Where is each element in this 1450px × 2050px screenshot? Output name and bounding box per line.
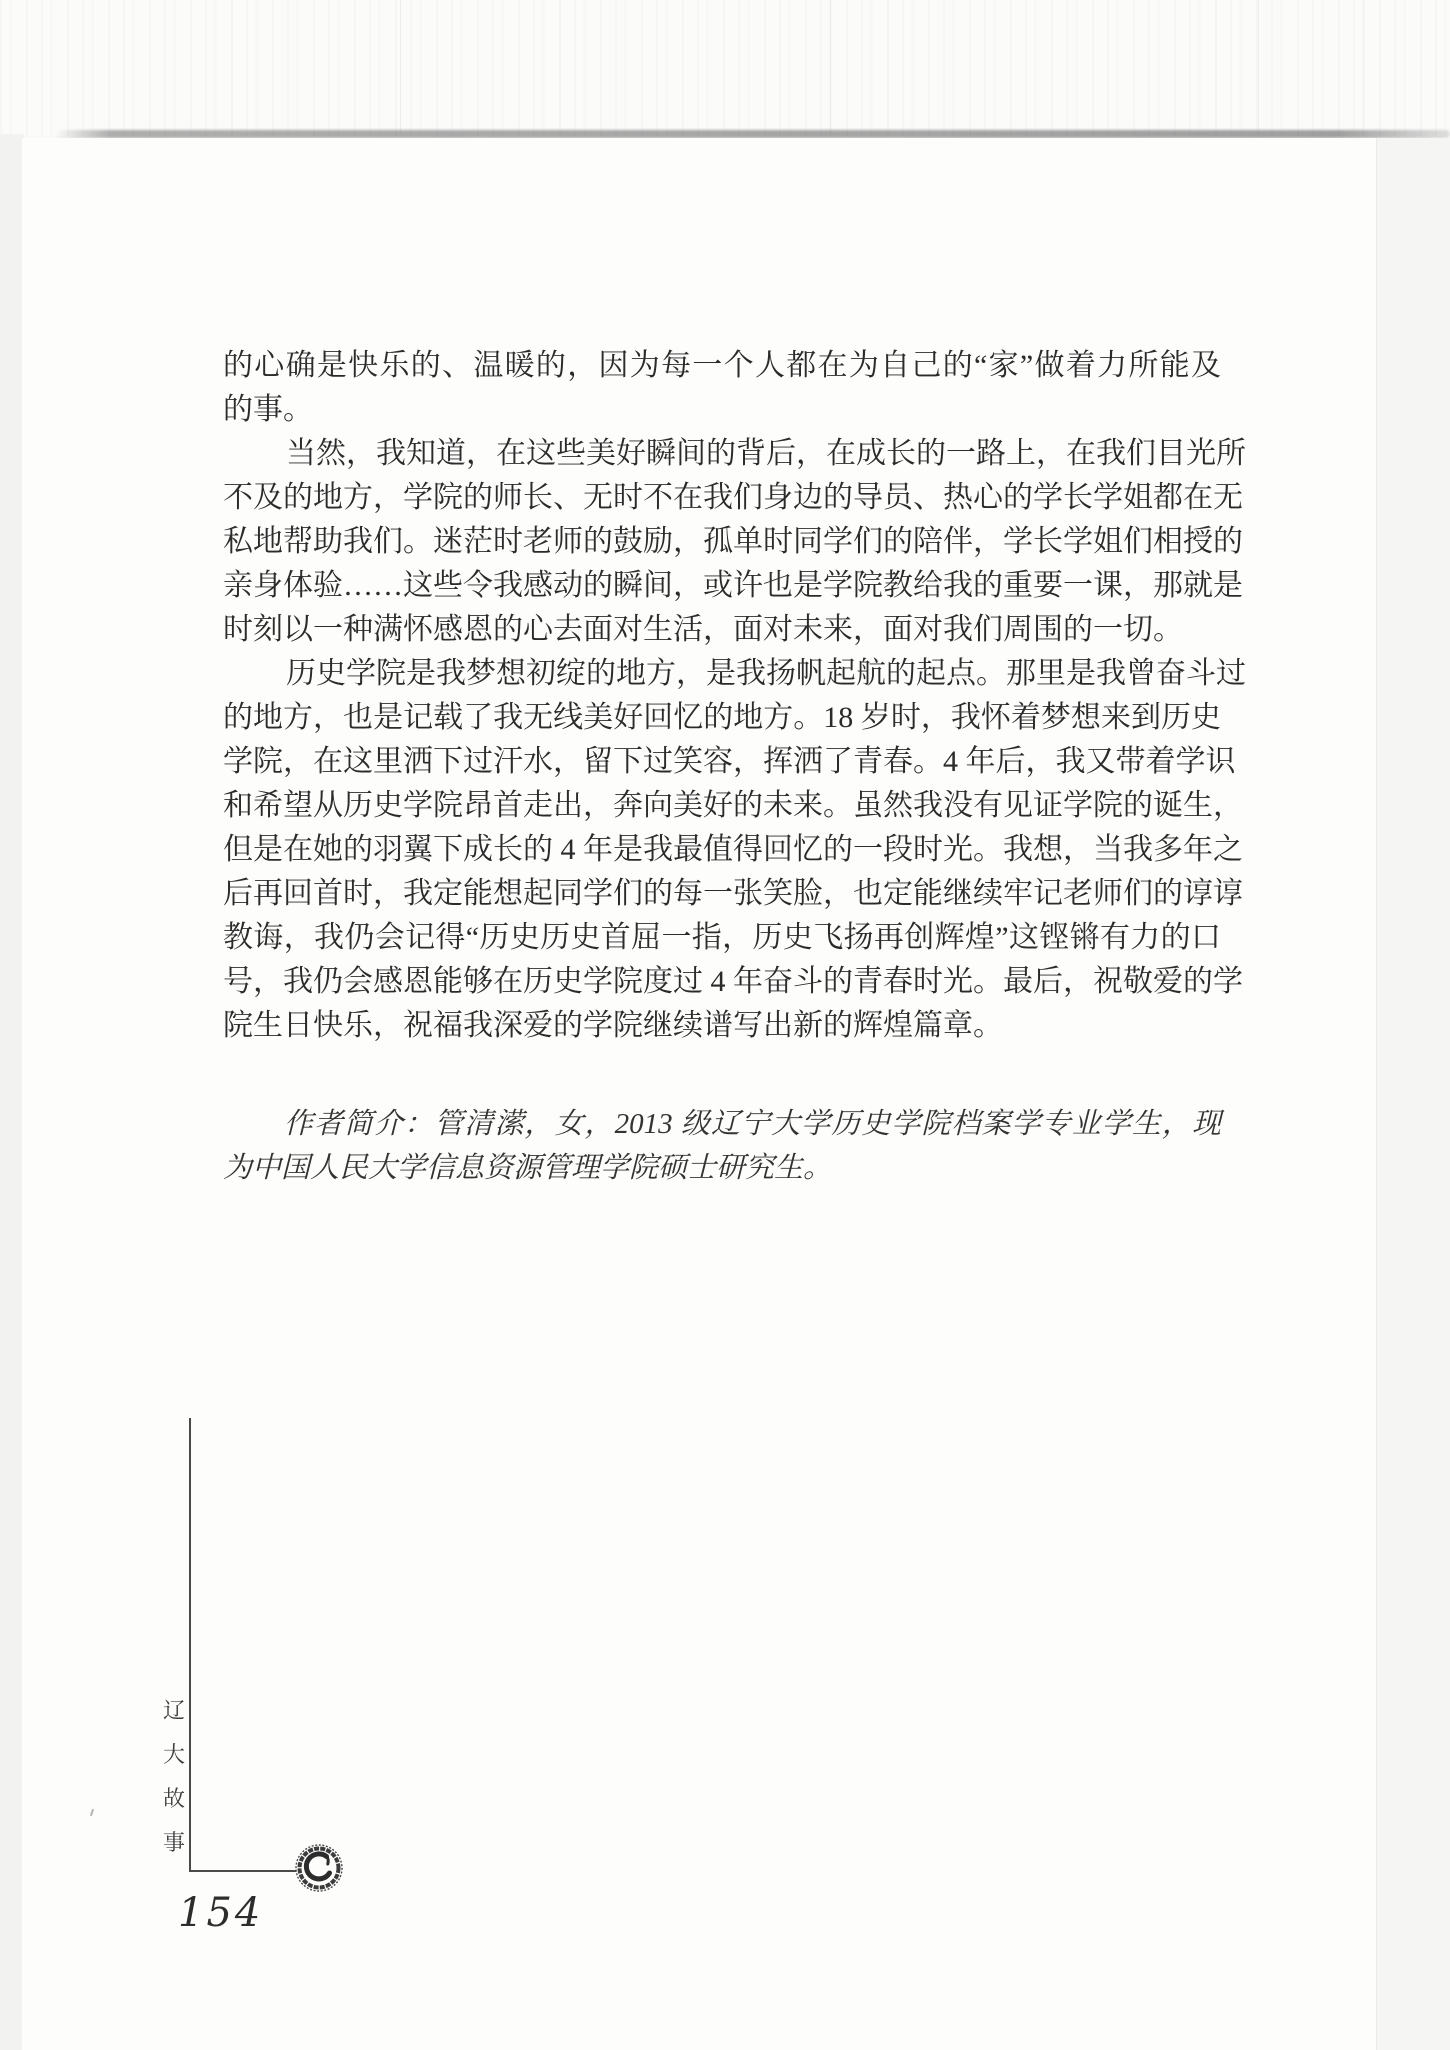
scan-hairline	[830, 0, 831, 134]
text-line: 的心确是快乐的、温暖的，因为每一个人都在为自己的“家”做着力所能及	[223, 349, 1221, 382]
text-line: 和希望从历史学院昂首走出，奔向美好的未来。虽然我没有见证学院的诞生，	[223, 789, 1243, 822]
text-line: 当然，我知道，在这些美好瞬间的背后，在成长的一路上，在我们目光所	[286, 437, 1246, 470]
page-number: 154	[178, 1890, 264, 1936]
circular-seal-icon	[293, 1842, 345, 1894]
text-line: 亲身体验……这些令我感动的瞬间，或许也是学院教给我的重要一课，那就是	[223, 569, 1243, 602]
scan-speck	[90, 1809, 94, 1816]
page-surface	[22, 138, 1376, 2050]
scan-right-margin	[1376, 138, 1450, 2050]
text-line: 后再回首时，我定能想起同学们的每一张笑脸，也定能继续牢记老师们的谆谆	[223, 877, 1243, 910]
scan-streaks-band	[0, 0, 1450, 136]
sidebar-title-char: 大	[162, 1742, 185, 1767]
text-line: 的事。	[223, 393, 313, 426]
text-line: 的地方，也是记载了我无线美好回忆的地方。18 岁时，我怀着梦想来到历史	[223, 701, 1221, 734]
text-line: 时刻以一种满怀感恩的心去面对生活，面对未来，面对我们周围的一切。	[223, 613, 1183, 646]
text-line: 作者简介：管清潆，女，2013 级辽宁大学历史学院档案学专业学生，现	[283, 1108, 1221, 1140]
sidebar-title-char: 故	[162, 1786, 185, 1811]
text-line: 但是在她的羽翼下成长的 4 年是我最值得回忆的一段时光。我想，当我多年之	[223, 833, 1243, 866]
author-bio	[223, 1102, 1221, 1190]
scan-hairline	[400, 0, 401, 134]
text-line: 历史学院是我梦想初绽的地方，是我扬帆起航的起点。那里是我曾奋斗过	[286, 657, 1246, 690]
text-line: 不及的地方，学院的师长、无时不在我们身边的导员、热心的学长学姐都在无	[223, 481, 1243, 514]
text-line: 学院，在这里洒下过汗水，留下过笑容，挥洒了青春。4 年后，我又带着学识	[223, 745, 1236, 778]
text-line: 院生日快乐，祝福我深爱的学院继续谱写出新的辉煌篇章。	[223, 1009, 1003, 1042]
body-text	[223, 344, 1246, 1048]
sidebar-title-char: 辽	[162, 1698, 185, 1723]
text-line: 教诲，我仍会记得“历史历史首屈一指，历史飞扬再创辉煌”这铿锵有力的口	[223, 921, 1221, 954]
text-line: 为中国人民大学信息资源管理学院硕士研究生。	[223, 1152, 833, 1184]
text-line: 私地帮助我们。迷茫时老师的鼓励，孤单时同学们的陪伴，学长学姐们相授的	[223, 525, 1243, 558]
text-line: 号，我仍会感恩能够在历史学院度过 4 年奋斗的青春时光。最后，祝敬爱的学	[223, 965, 1243, 998]
page-top-shadow	[55, 130, 1450, 138]
scan-left-margin	[0, 134, 23, 2050]
scan-hairline	[1258, 0, 1259, 134]
sidebar-title-char: 事	[162, 1830, 185, 1855]
sidebar-vertical-title	[161, 1696, 187, 1872]
corner-rule	[189, 1418, 296, 1872]
